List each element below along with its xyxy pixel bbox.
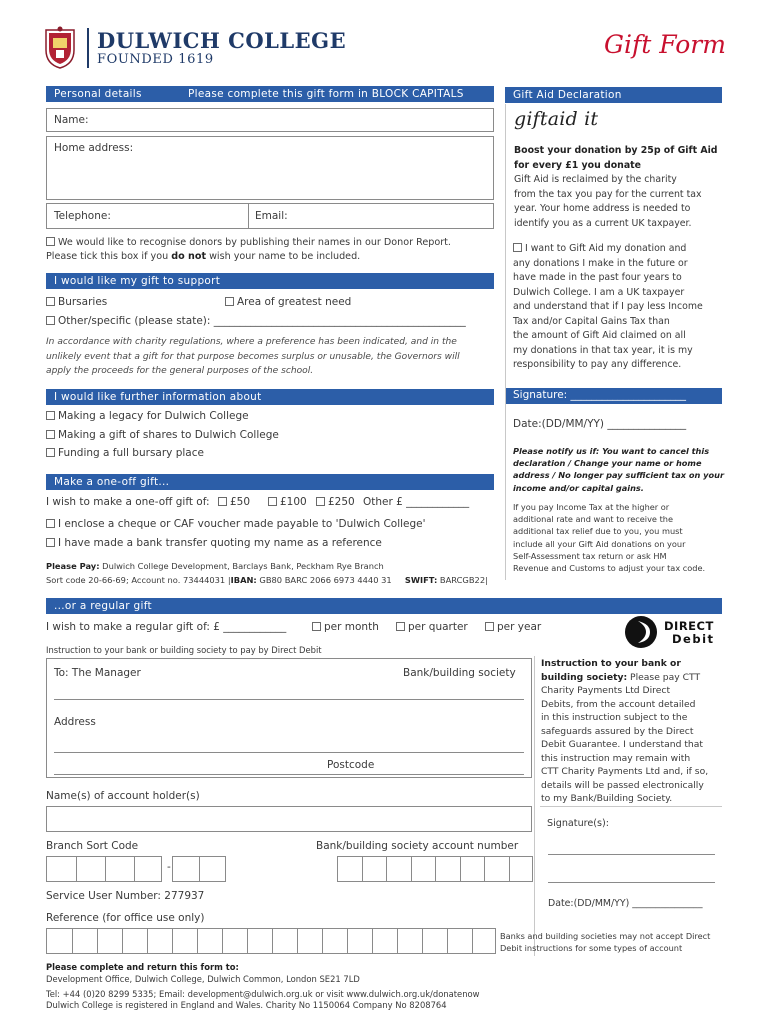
direct-debit-bottom: Debit <box>672 632 715 646</box>
ref-divider <box>422 929 423 953</box>
account-holders-field[interactable] <box>46 806 532 832</box>
amount-100-option[interactable] <box>268 496 307 508</box>
ref-divider <box>397 929 398 953</box>
ref-divider <box>322 929 323 953</box>
bursary-place-label: Funding a full bursary place <box>58 447 204 459</box>
dd-right-rule <box>534 656 535 956</box>
support-note-line: In accordance with charity regulations, where a preference has been indicated, and in the <box>46 337 457 347</box>
notify-line: address / No longer pay sufficient tax on your <box>513 470 725 481</box>
higher-rate-line: Revenue and Customs to adjust your tax code. <box>513 563 706 574</box>
dd-signature-line-1[interactable] <box>548 854 715 855</box>
per-quarter-label: per quarter <box>408 621 468 633</box>
footer-contact: Tel: +44 (0)20 8299 5335; Email: development@dulwich.org.uk or visit www.dulwich.org.uk/donatenow <box>46 988 480 999</box>
instr-title-line: Instruction to your bank or <box>541 658 681 669</box>
cheque-label: I enclose a cheque or CAF voucher made payable to 'Dulwich College' <box>58 518 426 530</box>
per-quarter-option[interactable] <box>396 621 468 633</box>
recognise-line-2c: wish your name to be included. <box>206 251 361 262</box>
gift-aid-higher-rate <box>513 501 705 574</box>
amount-250-option[interactable] <box>316 496 355 508</box>
reference-field[interactable] <box>46 928 496 954</box>
other-specific-label: Other/specific (please state): ________________________________________________ <box>58 315 466 327</box>
gift-aid-checkbox[interactable] <box>513 243 522 252</box>
digit-divider <box>460 857 461 881</box>
bursaries-option[interactable] <box>46 296 107 308</box>
dd-signatures-label: Signature(s): <box>547 818 609 829</box>
digit-divider <box>484 857 485 881</box>
donor-report-option[interactable] <box>46 236 451 264</box>
dd-instruction-text <box>541 657 708 806</box>
other-specific-option[interactable] <box>46 315 466 327</box>
account-holders-label: Name(s) of account holder(s) <box>46 790 200 802</box>
gift-aid-declaration[interactable] <box>513 242 703 373</box>
to-manager-label: To: The Manager <box>54 667 141 679</box>
regular-wish-label: I wish to make a regular gift of: £ ____________ <box>46 621 287 633</box>
gift-aid-desc-line: from the tax you pay for the current tax <box>514 188 702 200</box>
sort-code-dash: - <box>167 861 171 873</box>
sort-code-label: Branch Sort Code <box>46 840 139 852</box>
notify-line: declaration / Change your name or home <box>513 458 702 469</box>
bank-address-label: Address <box>54 716 96 728</box>
declaration-line: the amount of Gift Aid claimed on all <box>513 330 686 341</box>
college-crest <box>44 26 76 70</box>
banks-note-line: Debit instructions for some types of account <box>500 943 683 953</box>
amount-50-label: £50 <box>230 496 251 508</box>
swift-text: BARCGB22| <box>437 575 488 585</box>
per-year-option[interactable] <box>485 621 541 633</box>
legacy-checkbox[interactable] <box>46 411 55 420</box>
direct-debit-icon <box>624 615 660 649</box>
ref-divider <box>172 929 173 953</box>
bursaries-checkbox[interactable] <box>46 297 55 306</box>
other-specific-checkbox[interactable] <box>46 316 55 325</box>
amount-100-label: £100 <box>280 496 307 508</box>
ref-divider <box>222 929 223 953</box>
account-number-field[interactable] <box>337 856 533 882</box>
one-off-amount-row <box>46 496 210 508</box>
gift-aid-notify <box>513 445 724 494</box>
digit-divider <box>509 857 510 881</box>
sort-code-part-2[interactable] <box>105 856 162 882</box>
iban-label: IBAN: <box>230 575 257 585</box>
digit-divider <box>411 857 412 881</box>
higher-rate-line: Self-Assessment tax return or ask HM <box>513 550 667 561</box>
greatest-need-option[interactable] <box>225 296 351 308</box>
service-user-number: Service User Number: 277937 <box>46 890 205 902</box>
bank-society-label: Bank/building society <box>403 667 516 679</box>
amount-250-label: £250 <box>328 496 355 508</box>
digit-divider <box>386 857 387 881</box>
gift-aid-boost-line: for every £1 you donate <box>514 159 642 171</box>
swift-label: SWIFT: <box>404 575 438 585</box>
telephone-field[interactable] <box>46 203 249 229</box>
instr-line: Please pay CTT <box>627 671 701 683</box>
shares-label: Making a gift of shares to Dulwich College <box>58 429 279 441</box>
higher-rate-line: include all your Gift Aid donations on your <box>513 538 686 549</box>
ref-divider <box>372 929 373 953</box>
gift-aid-desc-line: identify you as a current UK taxpayer. <box>514 217 692 229</box>
instr-line: to my Bank/Building Society. <box>541 793 673 804</box>
gift-aid-date[interactable]: Date:(DD/MM/YY) _______________ <box>513 418 687 430</box>
per-month-label: per month <box>324 621 379 633</box>
amount-100-checkbox[interactable] <box>268 497 277 506</box>
gift-aid-boost-line: Boost your donation by 25p of Gift Aid <box>514 145 718 156</box>
sort-code-text: Sort code 20-66-69; Account no. 73444031 | <box>46 575 231 585</box>
declaration-line: have made in the past four years to <box>513 272 682 283</box>
home-address-label: Home address: <box>54 142 134 154</box>
regular-amount-field[interactable] <box>46 621 286 633</box>
regular-gift-bar <box>46 598 722 614</box>
direct-debit-logo <box>624 615 724 649</box>
amount-other-field[interactable] <box>363 496 469 508</box>
higher-rate-line: If you pay Income Tax at the higher or <box>513 502 670 512</box>
home-address-field[interactable] <box>46 136 494 200</box>
per-month-checkbox[interactable] <box>312 622 321 631</box>
please-pay-label: Please Pay: <box>46 561 100 571</box>
greatest-need-label: Area of greatest need <box>237 296 352 308</box>
support-note-line: unlikely event that a gift for that purpose becomes surplus or unusable, the Governors will <box>46 351 460 362</box>
one-off-bar-label: Make a one-off gift... <box>54 476 170 488</box>
gift-aid-left-rule <box>505 104 506 580</box>
gift-aid-bar <box>505 87 722 103</box>
header-divider <box>87 28 89 68</box>
ref-divider <box>472 929 473 953</box>
digit-divider <box>199 857 200 881</box>
support-note <box>46 335 460 379</box>
ref-divider <box>447 929 448 953</box>
name-field[interactable] <box>46 108 494 132</box>
shares-checkbox[interactable] <box>46 430 55 439</box>
name-label: Name: <box>54 114 89 126</box>
notify-line: income and/or capital gains. <box>513 482 644 493</box>
sort-code-part-3[interactable] <box>172 856 226 882</box>
shares-option[interactable] <box>46 429 279 441</box>
recognise-line-1: We would like to recognise donors by publishing their names in our Donor Report. <box>58 237 451 248</box>
ref-divider <box>147 929 148 953</box>
banks-note <box>500 930 710 954</box>
notify-line: Please notify us if: You want to cancel this <box>513 446 710 456</box>
postcode-label: Postcode <box>327 759 375 771</box>
iban-text: GB80 BARC 2066 6973 4440 31 <box>256 575 392 585</box>
personal-details-bar <box>46 86 494 102</box>
instr-line: in this instruction subject to the <box>541 712 688 723</box>
dd-date-field[interactable]: Date:(DD/MM/YY) _______________ <box>548 898 703 909</box>
regular-gift-bar-label: ...or a regular gift <box>54 600 152 612</box>
declaration-line: and understand that if I pay less Income <box>513 301 703 312</box>
email-field[interactable] <box>248 203 494 229</box>
instr-line: details will be passed electronically <box>541 779 704 791</box>
declaration-line: my donations in that tax year, it is my <box>513 344 693 356</box>
block-capitals-note: Please complete this gift form in BLOCK CAPITALS <box>188 88 464 100</box>
gift-aid-boost <box>514 144 718 173</box>
telephone-label: Telephone: <box>54 210 111 222</box>
amount-50-checkbox[interactable] <box>218 497 227 506</box>
amount-other-label: Other £ ____________ <box>363 496 470 508</box>
instr-line: Debits, from the account detailed <box>541 698 696 710</box>
footer <box>46 962 479 1012</box>
ref-divider <box>297 929 298 953</box>
gift-aid-desc-line: year. Your home address is needed to <box>514 203 691 214</box>
one-off-wish-label: I wish to make a one-off gift of: <box>46 496 210 508</box>
ref-divider <box>347 929 348 953</box>
digit-divider <box>76 857 77 881</box>
footer-address: Development Office, Dulwich College, Dulwich Common, London SE21 7LD <box>46 973 360 984</box>
instr-title-line: building society: <box>541 671 628 683</box>
bursary-place-option[interactable] <box>46 447 204 459</box>
support-bar-label: I would like my gift to support <box>54 275 221 287</box>
ref-divider <box>272 929 273 953</box>
personal-details-label: Personal details <box>54 88 142 100</box>
gift-aid-description <box>514 173 702 231</box>
account-number-label: Bank/building society account number <box>316 840 519 852</box>
instr-line: CTT Charity Payments Ltd and, if so, <box>541 766 709 777</box>
greatest-need-checkbox[interactable] <box>225 297 234 306</box>
legacy-option[interactable] <box>46 410 249 422</box>
footer-charity: Dulwich College is registered in England and Wales. Charity No 1150064 Company No 8208764 <box>46 1000 447 1011</box>
higher-rate-line: additional tax relief due to you, you must <box>513 526 683 537</box>
per-month-option[interactable] <box>312 621 379 633</box>
ref-divider <box>247 929 248 953</box>
donor-report-checkbox[interactable] <box>46 237 55 246</box>
declaration-line: Tax and/or Capital Gains Tax than <box>513 315 670 327</box>
cheque-checkbox[interactable] <box>46 519 55 528</box>
further-info-bar <box>46 389 494 405</box>
cheque-option[interactable] <box>46 518 426 530</box>
amount-250-checkbox[interactable] <box>316 497 325 506</box>
gift-aid-bar-label: Gift Aid Declaration <box>513 89 622 101</box>
college-name: DULWICH COLLEGE <box>97 28 347 53</box>
transfer-option[interactable] <box>46 537 382 549</box>
amount-50-option[interactable] <box>218 496 250 508</box>
ref-divider <box>97 929 98 953</box>
declaration-line: I want to Gift Aid my donation and <box>525 243 687 254</box>
ref-divider <box>72 929 73 953</box>
form-title: Gift Form <box>604 30 726 59</box>
declaration-line: responsibility to pay any difference. <box>513 359 682 370</box>
ref-divider <box>197 929 198 953</box>
gift-aid-desc-line: Gift Aid is reclaimed by the charity <box>514 174 677 185</box>
dd-instruction-line: Instruction to your bank or building society to pay by Direct Debit <box>46 645 322 655</box>
support-bar <box>46 273 494 289</box>
please-pay-text: Dulwich College Development, Barclays Bank, Peckham Rye Branch <box>99 561 384 571</box>
return-label: Please complete and return this form to: <box>46 962 239 972</box>
instr-line: this instruction may remain with <box>541 752 691 764</box>
further-info-bar-label: I would like further information about <box>54 391 262 403</box>
digit-divider <box>435 857 436 881</box>
address-line <box>54 752 524 753</box>
gift-aid-logo: giftaid it <box>514 108 599 130</box>
gift-aid-signature[interactable]: Signature: ______________________ <box>513 389 687 401</box>
email-label: Email: <box>255 210 288 222</box>
declaration-line: any donations I make in the future or <box>513 257 688 269</box>
digit-divider <box>134 857 135 881</box>
declaration-line: Dulwich College. I am a UK taxpayer <box>513 286 685 298</box>
dd-signature-line-2[interactable] <box>548 882 715 883</box>
recognise-line-2b: do not <box>171 251 207 262</box>
per-year-label: per year <box>497 621 542 633</box>
bank-details <box>46 559 488 587</box>
banks-note-line: Banks and building societies may not accept Direct <box>500 931 711 941</box>
reference-label: Reference (for office use only) <box>46 912 205 924</box>
founded-text: FOUNDED 1619 <box>97 52 214 67</box>
bursary-place-checkbox[interactable] <box>46 448 55 457</box>
per-quarter-checkbox[interactable] <box>396 622 405 631</box>
transfer-checkbox[interactable] <box>46 538 55 547</box>
bank-line <box>54 699 524 700</box>
bank-details-box[interactable] <box>46 658 532 778</box>
transfer-label: I have made a bank transfer quoting my name as a reference <box>58 537 382 549</box>
legacy-label: Making a legacy for Dulwich College <box>58 410 249 422</box>
support-note-line: apply the proceeds for the general purposes of the school. <box>46 366 314 377</box>
higher-rate-line: additional rate and want to receive the <box>513 514 673 525</box>
direct-debit-top: DIRECT <box>664 619 714 633</box>
recognise-line-2a: Please tick this box if you <box>46 251 172 262</box>
ref-divider <box>122 929 123 953</box>
bursaries-label: Bursaries <box>58 296 108 308</box>
instr-line: safeguards assured by the Direct <box>541 725 694 737</box>
dd-signature-rule <box>540 806 722 807</box>
digit-divider <box>362 857 363 881</box>
instr-line: Debit Guarantee. I understand that <box>541 739 703 750</box>
per-year-checkbox[interactable] <box>485 622 494 631</box>
one-off-bar <box>46 474 494 490</box>
instr-line: Charity Payments Ltd Direct <box>541 685 671 696</box>
postcode-line <box>54 774 524 775</box>
sort-code-part-1[interactable] <box>46 856 106 882</box>
